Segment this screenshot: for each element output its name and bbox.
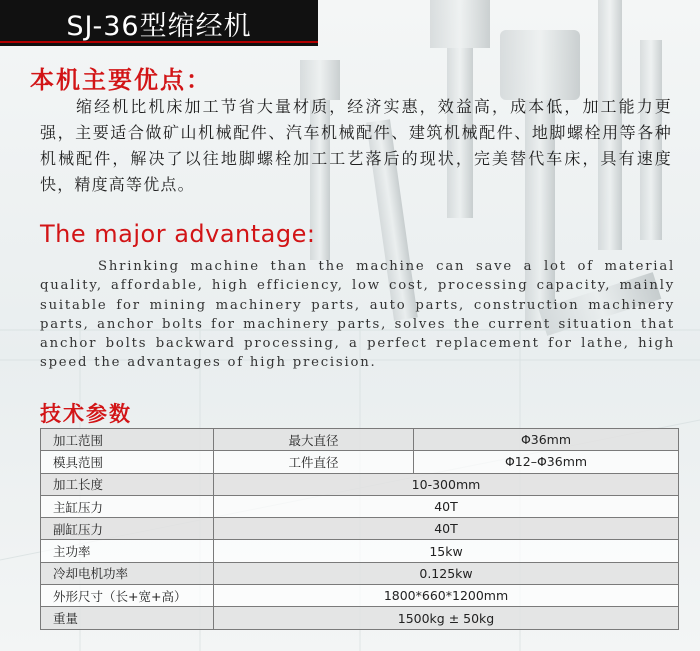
spec-value: 0.125kw xyxy=(214,562,679,584)
advantages-body-en: Shrinking machine than the machine can save a lot of material quality, affordable, high efficiency, low cost, processing capacity, mainly suitable for mining machinery parts, auto parts, construction machinery parts, anchor bolts for machinery parts, solves the current situation that anchor bolts backward processing, a perfect replacement for lathe, high speed the advantages of high precision. xyxy=(40,259,675,371)
spec-value: 40T xyxy=(214,518,679,540)
advantages-heading-en: The major advantage: xyxy=(40,220,316,248)
spec-value: 1800*660*1200mm xyxy=(214,585,679,607)
spec-label: 外形尺寸（长+宽+高） xyxy=(41,585,214,607)
advantages-heading-cn: 本机主要优点： xyxy=(30,66,212,94)
table-row xyxy=(41,518,679,540)
table-row xyxy=(41,495,679,517)
spec-label: 主功率 xyxy=(41,540,214,562)
table-row xyxy=(41,429,679,451)
spec-label: 加工范围 xyxy=(41,429,214,451)
advantages-body-cn: 缩经机比机床加工节省大量材质，经济实惠，效益高，成本低，加工能力更强，主要适合做矿山机械配件、汽车机械配件、建筑机械配件、地脚螺栓用等各种机械配件，解决了以往地脚螺栓加工工艺落后的现状，完美替代车床，具有速度快，精度高等优点。 xyxy=(40,97,672,194)
table-row xyxy=(41,451,679,473)
table-row xyxy=(41,562,679,584)
spec-value: Φ12–Φ36mm xyxy=(414,451,679,473)
spec-label: 加工长度 xyxy=(41,473,214,495)
table-row xyxy=(41,607,679,629)
table-row xyxy=(41,473,679,495)
specs-table xyxy=(40,428,679,630)
spec-value: Φ36mm xyxy=(414,429,679,451)
spec-sublabel: 工件直径 xyxy=(214,451,414,473)
spec-value: 15kw xyxy=(214,540,679,562)
table-row xyxy=(41,540,679,562)
spec-value: 10-300mm xyxy=(214,473,679,495)
product-title: SJ-36型缩经机 xyxy=(0,0,318,46)
spec-label: 模具范围 xyxy=(41,451,214,473)
specs-heading: 技术参数 xyxy=(40,402,132,426)
spec-value: 1500kg ± 50kg xyxy=(214,607,679,629)
spec-label: 副缸压力 xyxy=(41,518,214,540)
spec-label: 冷却电机功率 xyxy=(41,562,214,584)
spec-sublabel: 最大直径 xyxy=(214,429,414,451)
spec-label: 主缸压力 xyxy=(41,495,214,517)
table-row xyxy=(41,585,679,607)
spec-value: 40T xyxy=(214,495,679,517)
spec-label: 重量 xyxy=(41,607,214,629)
